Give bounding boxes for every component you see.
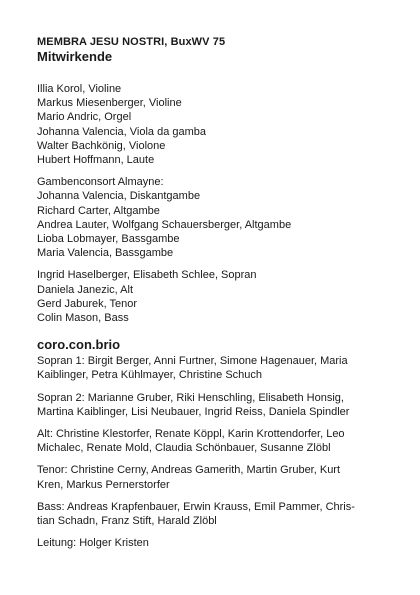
- list-item: Johanna Valencia, Diskantgambe: [37, 190, 201, 203]
- choir-conductor: [37, 536, 407, 550]
- list-item: Gambenconsort Almayne:: [37, 176, 164, 189]
- choir-line: Kaiblinger, Petra Kühlmayer, Christine Schuch: [37, 369, 263, 382]
- choir-section-tenor: [37, 463, 407, 491]
- performers-heading: Mitwirkende: [37, 49, 113, 64]
- choir-section-bass: [37, 500, 407, 528]
- list-item: Markus Miesenberger, Violine: [37, 97, 182, 110]
- list-item: Maria Valencia, Bassgambe: [37, 247, 174, 260]
- choir-line: Sopran 2: Marianne Gruber, Riki Henschling, Elisabeth Honsig,: [37, 391, 344, 404]
- choir-line: Leitung: Holger Kristen: [37, 537, 149, 550]
- list-item: Lioba Lobmayer, Bassgambe: [37, 233, 180, 246]
- list-item: Richard Carter, Altgambe: [37, 204, 160, 217]
- choir-line: Sopran 1: Birgit Berger, Anni Furtner, Simone Hagenauer, Maria: [37, 355, 348, 368]
- list-item: Walter Bachkönig, Violone: [37, 139, 166, 152]
- choir-line: Bass: Andreas Krapfenbauer, Erwin Krauss, Emil Pammer, Chris-: [37, 500, 355, 513]
- list-item: Johanna Valencia, Viola da gamba: [37, 125, 206, 138]
- singers-list: [37, 268, 407, 325]
- choir-section-alt: [37, 427, 407, 455]
- gambenconsort-list: [37, 175, 407, 260]
- choir-heading: coro.con.brio: [37, 337, 121, 353]
- program-page: [37, 36, 407, 550]
- choir-line: tian Schadn, Franz Stift, Harald Zlöbl: [37, 515, 217, 528]
- choir-line: Alt: Christine Klestorfer, Renate Köppl, Karin Krottendorfer, Leo: [37, 428, 345, 441]
- list-item: Hubert Hoffmann, Laute: [37, 154, 155, 167]
- list-item: Illia Korol, Violine: [37, 83, 122, 95]
- work-title: MEMBRA JESU NOSTRI, BuxWV 75: [37, 36, 226, 48]
- list-item: Mario Andric, Orgel: [37, 111, 132, 124]
- choir-line: Martina Kaiblinger, Lisi Neubauer, Ingrid Reiss, Daniela Spindler: [37, 405, 350, 418]
- list-item: Colin Mason, Bass: [37, 312, 129, 325]
- choir-section-sopran-2: [37, 391, 407, 419]
- choir-line: Michalec, Renate Mold, Claudia Schönbauer, Susanne Zlöbl: [37, 442, 331, 455]
- list-item: Gerd Jaburek, Tenor: [37, 297, 138, 310]
- choir-line: Kren, Markus Pernerstorfer: [37, 478, 170, 491]
- choir-section-sopran-1: [37, 354, 407, 382]
- choir-line: Tenor: Christine Cerny, Andreas Gamerith, Martin Gruber, Kurt: [37, 464, 341, 477]
- list-item: Ingrid Haselberger, Elisabeth Schlee, Sopran: [37, 269, 257, 282]
- list-item: Andrea Lauter, Wolfgang Schauersberger, Altgambe: [37, 218, 292, 231]
- list-item: Daniela Janezic, Alt: [37, 283, 133, 296]
- soloists-list: [37, 82, 407, 167]
